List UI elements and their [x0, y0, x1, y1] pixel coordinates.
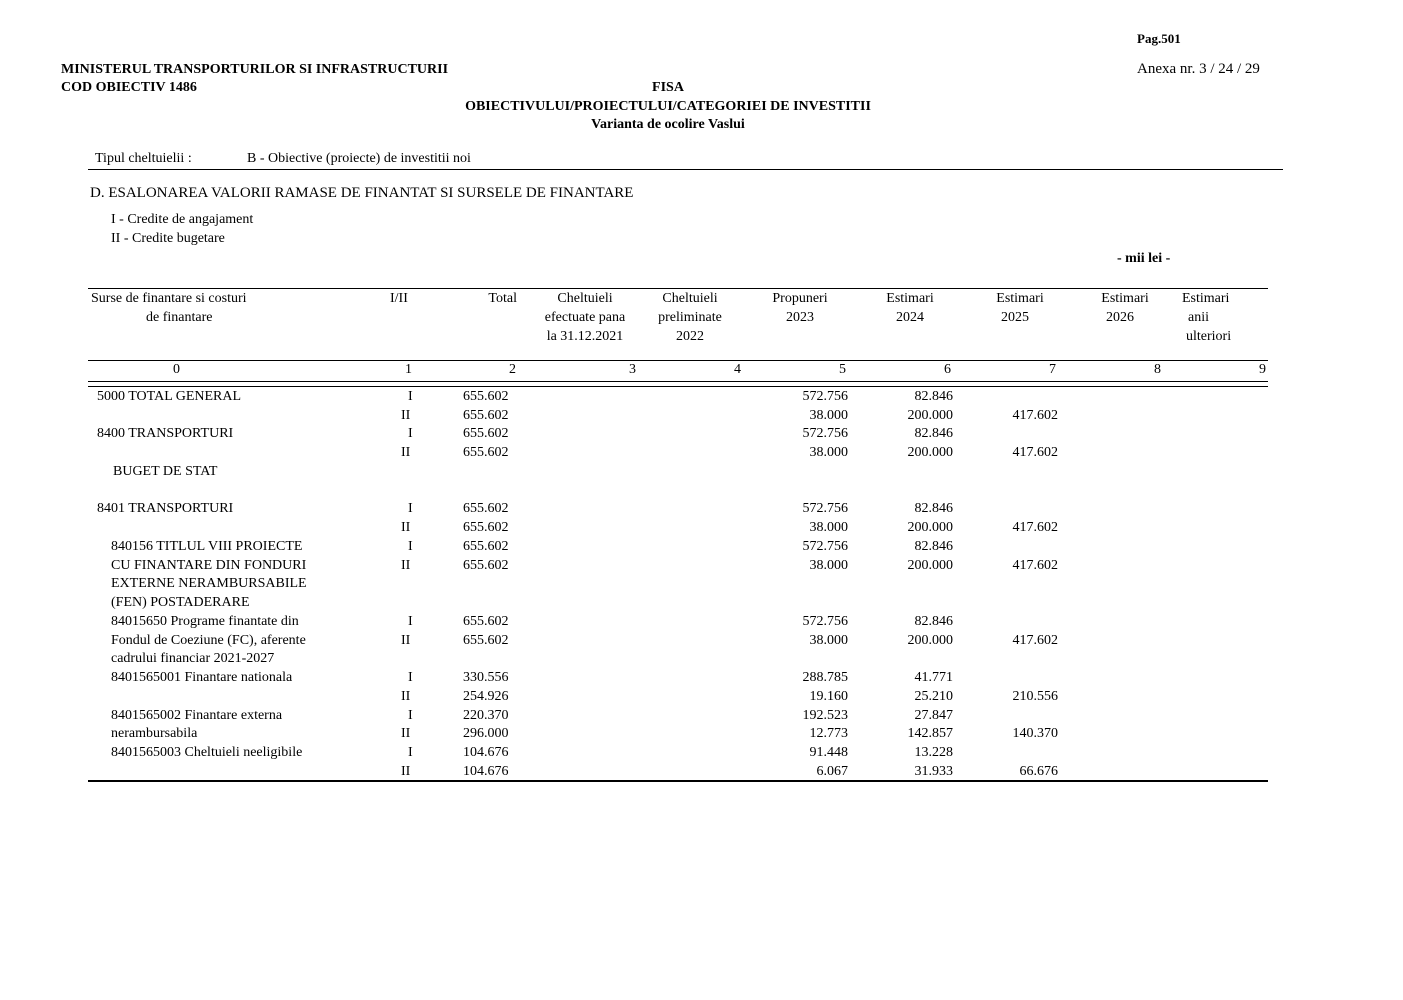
title-line-3: Varianta de ocolire Vaslui: [591, 117, 745, 132]
row-label: 8401565001 Finantare nationala: [111, 670, 293, 685]
header-preliminary: Cheltuieli: [662, 291, 718, 306]
header-sources: Surse de finantare si costuri: [91, 291, 247, 306]
row-label: 8401 TRANSPORTURI: [97, 501, 234, 516]
legend-commitment-credits: I - Credite de angajament: [111, 212, 254, 227]
ministry-name: MINISTERUL TRANSPORTURILOR SI INFRASTRUCTURII: [61, 62, 449, 77]
header-bottom-line: [88, 360, 1268, 361]
row-label: EXTERNE NERAMBURSABILE: [111, 576, 307, 591]
row-label: 840156 TITLUL VIII PROIECTE: [111, 539, 303, 554]
row-proposal-2023: 38.000: [809, 558, 848, 573]
col-number: 4: [734, 362, 741, 377]
header-total: Total: [488, 291, 517, 306]
row-estimate-2024: 13.228: [914, 745, 953, 760]
row-total: 220.370: [463, 708, 509, 723]
row-proposal-2023: 572.756: [802, 501, 848, 516]
row-estimate-2025: 417.602: [1012, 633, 1058, 648]
row-estimate-2024: 82.846: [914, 426, 953, 441]
row-estimate-2024: 200.000: [907, 445, 953, 460]
section-title: D. ESALONAREA VALORII RAMASE DE FINANTAT SI SURSELE DE FINANTARE: [90, 185, 634, 201]
annex-number: Anexa nr. 3 / 24 / 29: [1137, 61, 1260, 77]
row-estimate-2024: 200.000: [907, 408, 953, 423]
row-label: Fondul de Coeziune (FC), aferente: [111, 633, 306, 648]
row-proposal-2023: 38.000: [809, 408, 848, 423]
row-estimate-2024: 200.000: [907, 558, 953, 573]
row-estimate-2025: 417.602: [1012, 558, 1058, 573]
row-credit-type: II: [401, 520, 411, 535]
col-number: 7: [1049, 362, 1056, 377]
row-credit-type: I: [408, 670, 413, 685]
row-credit-type: II: [401, 726, 411, 741]
row-total: 655.602: [463, 389, 509, 404]
row-estimate-2024: 142.857: [907, 726, 953, 741]
row-estimate-2024: 27.847: [914, 708, 953, 723]
col-number: 0: [173, 362, 180, 377]
double-line-bottom: [88, 386, 1268, 387]
header-preliminary-3: 2022: [676, 329, 704, 344]
row-proposal-2023: 38.000: [809, 445, 848, 460]
row-estimate-2024: 82.846: [914, 501, 953, 516]
row-total: 655.602: [463, 539, 509, 554]
row-total: 104.676: [463, 764, 509, 779]
row-label: 8400 TRANSPORTURI: [97, 426, 234, 441]
row-credit-type: II: [401, 633, 411, 648]
row-credit-type: I: [408, 745, 413, 760]
header-spent-2: efectuate pana: [544, 310, 626, 325]
header-est-2025: Estimari: [996, 291, 1044, 306]
double-line-top: [88, 381, 1268, 382]
expense-type-value: B - Obiective (proiecte) de investitii noi: [247, 151, 471, 166]
row-total: 655.602: [463, 501, 509, 516]
table-bottom-line: [88, 780, 1268, 782]
row-estimate-2024: 41.771: [914, 670, 953, 685]
row-estimate-2024: 82.846: [914, 539, 953, 554]
row-credit-type: II: [401, 445, 411, 460]
row-total: 104.676: [463, 745, 509, 760]
row-credit-type: I: [408, 708, 413, 723]
row-credit-type: I: [408, 426, 413, 441]
header-est-later: Estimari: [1182, 291, 1230, 306]
row-proposal-2023: 572.756: [802, 426, 848, 441]
row-total: 655.602: [463, 445, 509, 460]
row-label: 84015650 Programe finantate din: [111, 614, 299, 629]
row-label: (FEN) POSTADERARE: [111, 595, 250, 610]
row-proposal-2023: 572.756: [802, 539, 848, 554]
header-divider: [88, 169, 1283, 170]
row-total: 655.602: [463, 520, 509, 535]
title-line-2: OBIECTIVULUI/PROIECTULUI/CATEGORIEI DE INVESTITII: [465, 99, 871, 114]
header-spent-3: la 31.12.2021: [546, 329, 624, 344]
row-estimate-2024: 25.210: [914, 689, 953, 704]
row-label: cadrului financiar 2021-2027: [111, 651, 275, 666]
row-estimate-2025: 66.676: [1019, 764, 1058, 779]
row-label: 8401565002 Finantare externa: [111, 708, 283, 723]
row-label: 8401565003 Cheltuieli neeligibile: [111, 745, 303, 760]
header-sources-2: de finantare: [146, 310, 213, 325]
objective-code: COD OBIECTIV 1486: [61, 80, 197, 95]
row-estimate-2024: 200.000: [907, 520, 953, 535]
row-proposal-2023: 38.000: [809, 520, 848, 535]
row-estimate-2024: 82.846: [914, 614, 953, 629]
row-proposal-2023: 572.756: [802, 389, 848, 404]
header-spent: Cheltuieli: [557, 291, 613, 306]
row-label: 5000 TOTAL GENERAL: [97, 389, 242, 404]
row-credit-type: II: [401, 408, 411, 423]
row-total: 655.602: [463, 614, 509, 629]
unit-label: - mii lei -: [1117, 251, 1171, 266]
col-number: 3: [629, 362, 636, 377]
row-total: 330.556: [463, 670, 509, 685]
header-est-2024: Estimari: [886, 291, 934, 306]
row-label: CU FINANTARE DIN FONDURI: [111, 558, 307, 573]
table-top-line: [88, 288, 1268, 289]
expense-type-label: Tipul cheltuielii :: [95, 151, 192, 166]
header-est-2026-2: 2026: [1106, 310, 1134, 325]
row-credit-type: I: [408, 389, 413, 404]
header-est-2025-2: 2025: [1001, 310, 1029, 325]
page-number: Pag.501: [1137, 31, 1181, 46]
row-estimate-2024: 31.933: [914, 764, 953, 779]
row-label: BUGET DE STAT: [113, 464, 218, 479]
header-preliminary-2: preliminate: [658, 310, 722, 325]
header-est-later-3: ulteriori: [1186, 329, 1232, 344]
row-label: nerambursabila: [111, 726, 198, 741]
row-proposal-2023: 91.448: [809, 745, 848, 760]
legend-budget-credits: II - Credite bugetare: [111, 231, 225, 246]
row-total: 254.926: [463, 689, 509, 704]
row-proposal-2023: 288.785: [802, 670, 848, 685]
row-credit-type: I: [408, 539, 413, 554]
col-number: 1: [405, 362, 412, 377]
row-estimate-2024: 200.000: [907, 633, 953, 648]
row-total: 655.602: [463, 558, 509, 573]
row-total: 655.602: [463, 408, 509, 423]
row-proposal-2023: 192.523: [802, 708, 848, 723]
header-est-later-2: anii: [1188, 310, 1209, 325]
header-proposals: Propuneri: [772, 291, 828, 306]
col-number: 6: [944, 362, 951, 377]
header-est-2024-2: 2024: [896, 310, 924, 325]
row-credit-type: II: [401, 558, 411, 573]
header-type: I/II: [390, 291, 408, 306]
row-total: 655.602: [463, 633, 509, 648]
row-estimate-2025: 140.370: [1012, 726, 1058, 741]
header-est-2026: Estimari: [1101, 291, 1149, 306]
header-proposals-2: 2023: [786, 310, 814, 325]
title-line-1: FISA: [652, 80, 684, 95]
col-number: 5: [839, 362, 846, 377]
row-proposal-2023: 19.160: [809, 689, 848, 704]
col-number: 8: [1154, 362, 1161, 377]
row-credit-type: II: [401, 689, 411, 704]
row-credit-type: II: [401, 764, 411, 779]
row-credit-type: I: [408, 501, 413, 516]
col-number: 9: [1259, 362, 1266, 377]
row-total: 655.602: [463, 426, 509, 441]
row-credit-type: I: [408, 614, 413, 629]
col-number: 2: [509, 362, 516, 377]
row-estimate-2025: 417.602: [1012, 408, 1058, 423]
row-estimate-2025: 417.602: [1012, 520, 1058, 535]
row-proposal-2023: 6.067: [816, 764, 848, 779]
row-estimate-2025: 417.602: [1012, 445, 1058, 460]
row-proposal-2023: 12.773: [809, 726, 848, 741]
row-estimate-2025: 210.556: [1012, 689, 1058, 704]
row-total: 296.000: [463, 726, 509, 741]
row-proposal-2023: 38.000: [809, 633, 848, 648]
row-proposal-2023: 572.756: [802, 614, 848, 629]
row-estimate-2024: 82.846: [914, 389, 953, 404]
